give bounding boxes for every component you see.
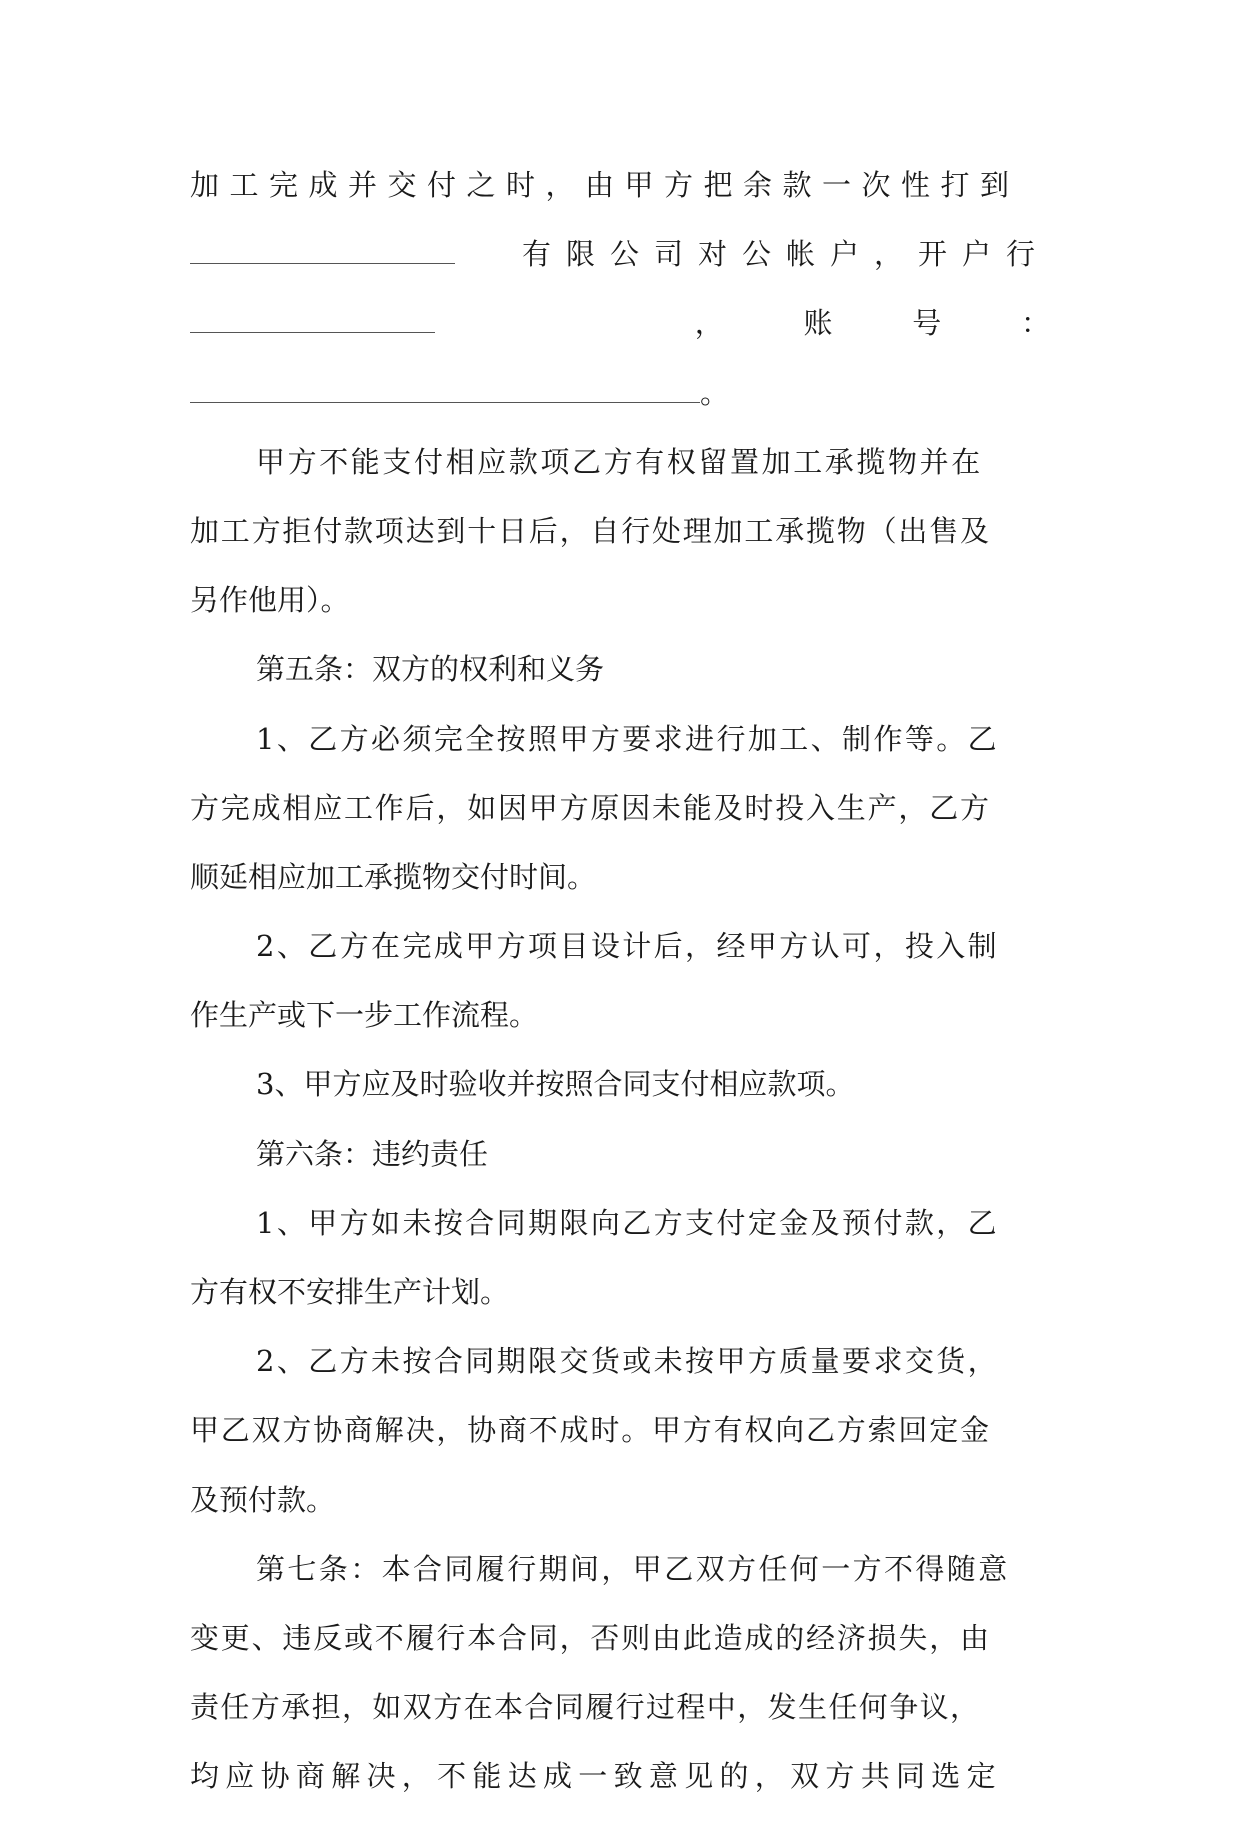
text-line — [190, 1475, 1050, 1544]
account-label-2: 号 — [912, 306, 942, 341]
paragraph-text: 及预付款。 — [190, 1482, 336, 1517]
text-line — [190, 1751, 1050, 1820]
account-label-1: 账 — [803, 306, 833, 341]
paragraph-text: 责任方承担，如双方在本合同履行过程中，发生任何争议， — [190, 1690, 981, 1725]
text-line — [190, 1059, 1050, 1128]
text-line — [190, 921, 1050, 990]
text-line — [190, 852, 1050, 921]
text-line — [190, 298, 1050, 367]
paragraph-text: 有限公司对公帐户，开户行 — [521, 237, 1050, 272]
paragraph-text: 方完成相应工作后，如因甲方原因未能及时投入生产，乙方 — [190, 790, 991, 825]
text-line — [190, 1682, 1050, 1751]
paragraph-text: 1、乙方必须完全按照甲方要求进行加工、制作等。乙 — [256, 721, 1000, 756]
text-line — [190, 1613, 1050, 1682]
bank-name-blank — [190, 298, 435, 333]
text-line — [190, 575, 1050, 644]
paragraph-text: 甲方不能支付相应款项乙方有权留置加工承揽物并在 — [256, 444, 983, 479]
account-number-blank — [190, 368, 700, 403]
document-body — [190, 160, 1050, 1821]
section-heading: 第六条：违约责任 — [256, 1136, 489, 1171]
paragraph-text: 方有权不安排生产计划。 — [190, 1275, 510, 1309]
text-line — [190, 1544, 1050, 1613]
paragraph-text: 加工方拒付款项达到十日后，自行处理加工承揽物（出售及 — [190, 513, 991, 548]
period-text: 。 — [700, 375, 730, 410]
paragraph-text: 均应协商解决，不能达成一致意见的，双方共同选定 — [190, 1759, 1002, 1794]
text-line — [190, 506, 1050, 575]
text-line — [190, 1198, 1050, 1267]
text-line — [190, 368, 1050, 437]
text-line — [190, 229, 1050, 298]
paragraph-text: 第七条：本合同履行期间，甲乙双方任何一方不得随意 — [256, 1551, 1010, 1586]
paragraph-text: 甲乙双方协商解决，协商不成时。甲方有权向乙方索回定金 — [190, 1413, 991, 1448]
text-line — [190, 1129, 1050, 1198]
text-line — [190, 714, 1050, 783]
text-line — [190, 437, 1050, 506]
paragraph-text: 2、乙方在完成甲方项目设计后，经甲方认可，投入制 — [256, 929, 1000, 964]
paragraph-text: 作生产或下一步工作流程。 — [190, 998, 539, 1033]
paragraph-text: 变更、违反或不履行本合同，否则由此造成的经济损失，由 — [190, 1620, 991, 1655]
text-line — [190, 1336, 1050, 1405]
paragraph-text: 顺延相应加工承揽物交付时间。 — [190, 859, 597, 894]
paragraph-text: 1、甲方如未按合同期限向乙方支付定金及预付款，乙 — [256, 1205, 1000, 1240]
paragraph-text: 另作他用）。 — [190, 583, 350, 618]
section-heading: 第五条：双方的权利和义务 — [256, 652, 605, 687]
text-line — [190, 1405, 1050, 1474]
text-line — [190, 783, 1050, 852]
paragraph-text: 3、甲方应及时验收并按照合同支付相应款项。 — [256, 1067, 855, 1102]
text-line — [190, 1267, 1050, 1336]
text-line — [190, 644, 1050, 713]
comma-text: ， — [694, 306, 724, 341]
colon-text: ： — [1020, 306, 1050, 341]
paragraph-text: 2、乙方未按合同期限交货或未按甲方质量要求交货， — [256, 1344, 1000, 1379]
text-line — [190, 990, 1050, 1059]
paragraph-text: 加工完成并交付之时，由甲方把余款一次性打到 — [190, 168, 1020, 202]
company-name-blank — [190, 229, 455, 264]
text-line — [190, 160, 1050, 229]
